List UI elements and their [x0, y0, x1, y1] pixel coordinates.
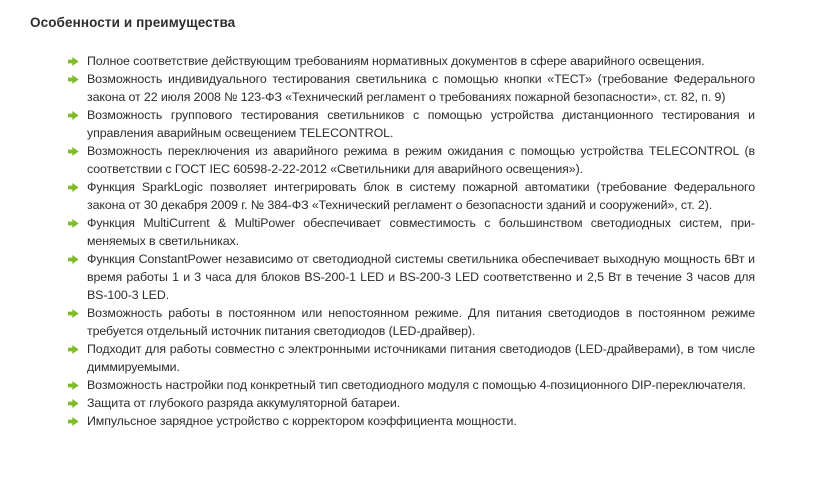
- feature-text: Возможность индивидуального тестирования светильника с помощью кнопки «ТЕСТ» (требование Федерального закона от 22 июля 2008 № 123-ФЗ «Технический регламент о требованиях пожарной безопасности», ст. 82, п. 9): [87, 72, 755, 104]
- list-item: [68, 142, 755, 178]
- arrow-right-bullet-icon: [68, 412, 79, 430]
- list-item: [68, 106, 755, 142]
- arrow-right-bullet-icon: [68, 394, 79, 412]
- list-item: [68, 394, 755, 412]
- list-item: [68, 412, 755, 430]
- arrow-right-bullet-icon: [68, 304, 79, 322]
- arrow-right-bullet-icon: [68, 214, 79, 232]
- list-item: [68, 250, 755, 304]
- feature-text: Функция MultiCurrent & MultiPower обеспечивает совместимость с большинством светодиодных систем, применяемых в светильниках.: [87, 216, 755, 248]
- arrow-right-bullet-icon: [68, 70, 79, 88]
- arrow-right-bullet-icon: [68, 52, 79, 70]
- list-item: [68, 304, 755, 340]
- section-title: Особенности и преимущества: [30, 15, 236, 30]
- feature-text: Возможность группового тестирования светильников с помощью устройства дистанционного тестирования и управления аварийным освещением TELECONTROL.: [87, 108, 755, 140]
- list-item: [68, 214, 755, 250]
- arrow-right-bullet-icon: [68, 250, 79, 268]
- arrow-right-bullet-icon: [68, 106, 79, 124]
- feature-text: Возможность переключения из аварийного режима в режим ожидания с помощью устройства TELECONTROL (в соответствии с ГОСТ IEC 60598-2-22-2012 «Светильники для аварийного освещения»).: [87, 144, 755, 176]
- feature-text: Подходит для работы совместно с электронными источниками питания светодиодов (LED-драйверами), в том числе диммируемыми.: [87, 342, 755, 374]
- list-item: [68, 70, 755, 106]
- list-item: [68, 178, 755, 214]
- arrow-right-bullet-icon: [68, 142, 79, 160]
- list-item: [68, 340, 755, 376]
- feature-text: Импульсное зарядное устройство с корректором коэффициента мощности.: [87, 414, 517, 428]
- feature-text: Возможность работы в постоянном или непостоянном режиме. Для питания светодиодов в постоянном режиме требуется отдельный источник питания светодиодов (LED-драйвер).: [87, 306, 755, 338]
- feature-text: Возможность настройки под конкретный тип светодиодного модуля с помощью 4-позиционного DIP-переключателя.: [87, 378, 746, 392]
- arrow-right-bullet-icon: [68, 340, 79, 358]
- arrow-right-bullet-icon: [68, 376, 79, 394]
- list-item: [68, 52, 755, 70]
- feature-text: Функция ConstantPower независимо от светодиодной системы светильника обеспечивает выходную мощность 6Вт и время работы 1 и 3 часа для блоков BS-200-1 LED и BS-200-3 LED соответственно и 2,5 Вт в течение 3 часов для BS-100-3 LED.: [87, 252, 755, 302]
- feature-text: Полное соответствие действующим требованиям нормативных документов в сфере аварийного освещения.: [87, 54, 705, 68]
- features-list: [30, 52, 755, 430]
- arrow-right-bullet-icon: [68, 178, 79, 196]
- feature-text: Функция SparkLogic позволяет интегрировать блок в систему пожарной автоматики (требование Федерального закона от 30 декабря 2009 г. № 384-ФЗ «Технический регламент о безопасности зданий и сооружений», ст. 2).: [87, 180, 755, 212]
- list-item: [68, 376, 755, 394]
- feature-text: Защита от глубокого разряда аккумуляторной батареи.: [87, 396, 401, 410]
